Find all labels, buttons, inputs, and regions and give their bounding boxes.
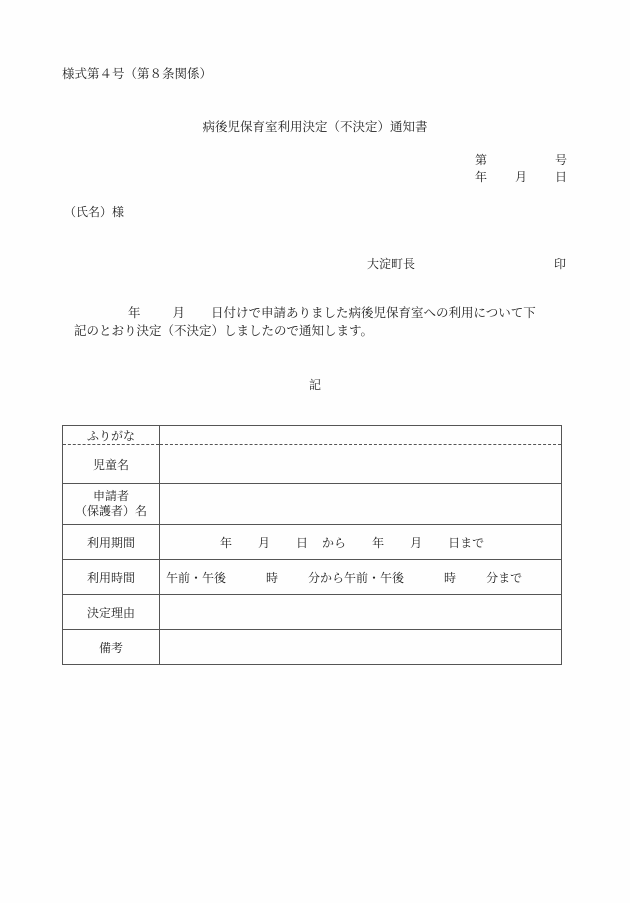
period-year: 年 xyxy=(220,535,233,550)
child-name-field[interactable] xyxy=(160,445,562,484)
row-remarks xyxy=(63,630,562,665)
furigana-label: ふりがな xyxy=(63,426,160,445)
form-number: 様式第４号（第８条関係） xyxy=(62,66,213,81)
period-year-end: 年 xyxy=(372,535,385,550)
period-month-end: 月 xyxy=(410,535,423,550)
date-year: 年 xyxy=(475,170,488,184)
ki-heading: 記 xyxy=(308,378,321,392)
recipient: （氏名）様 xyxy=(64,205,125,219)
row-period xyxy=(63,525,562,560)
remarks-field[interactable] xyxy=(160,630,562,665)
issuer: 大淀町長 xyxy=(367,257,416,271)
time-minute-end: 分まで xyxy=(486,570,523,585)
body-line1: 日付けで申請ありました病後児保育室への利用について下 xyxy=(211,305,536,320)
reason-label: 決定理由 xyxy=(63,595,160,630)
row-applicant xyxy=(63,484,562,525)
time-label: 利用時間 xyxy=(63,560,160,595)
number-prefix: 第 xyxy=(475,153,488,167)
time-ampm-start: 午前・午後 xyxy=(166,570,227,585)
child-name-label: 児童名 xyxy=(63,445,160,484)
period-field[interactable] xyxy=(160,525,562,560)
date-day: 日 xyxy=(555,170,568,184)
date-month: 月 xyxy=(515,170,528,184)
seal-mark: 印 xyxy=(554,257,567,271)
document-title: 病後児保育室利用決定（不決定）通知書 xyxy=(202,119,428,134)
applicant-label-1: 申請者 xyxy=(92,489,129,503)
period-month: 月 xyxy=(258,535,271,550)
row-child-name xyxy=(63,445,562,484)
applicant-label xyxy=(63,484,160,525)
time-hour-end: 時 xyxy=(444,570,457,585)
time-minute-start: 分から午前・午後 xyxy=(308,570,405,585)
row-reason xyxy=(63,595,562,630)
remarks-label: 備考 xyxy=(63,630,160,665)
period-label: 利用期間 xyxy=(63,525,160,560)
time-hour-start: 時 xyxy=(266,570,279,585)
reason-field[interactable] xyxy=(160,595,562,630)
body-text xyxy=(74,304,569,340)
period-from: から xyxy=(322,535,347,550)
body-year: 年 xyxy=(128,305,141,320)
time-field[interactable] xyxy=(160,560,562,595)
number-suffix: 号 xyxy=(555,153,568,167)
period-day: 日 xyxy=(296,535,309,550)
body-line2: 記のとおり決定（不決定）しましたので通知します。 xyxy=(74,323,374,338)
body-month: 月 xyxy=(172,305,186,320)
furigana-field[interactable] xyxy=(160,426,562,445)
row-furigana xyxy=(63,426,562,445)
applicant-field[interactable] xyxy=(160,484,562,525)
applicant-label-2: （保護者）名 xyxy=(74,504,147,518)
row-time xyxy=(63,560,562,595)
period-day-end: 日まで xyxy=(448,535,485,550)
details-table xyxy=(62,425,562,665)
